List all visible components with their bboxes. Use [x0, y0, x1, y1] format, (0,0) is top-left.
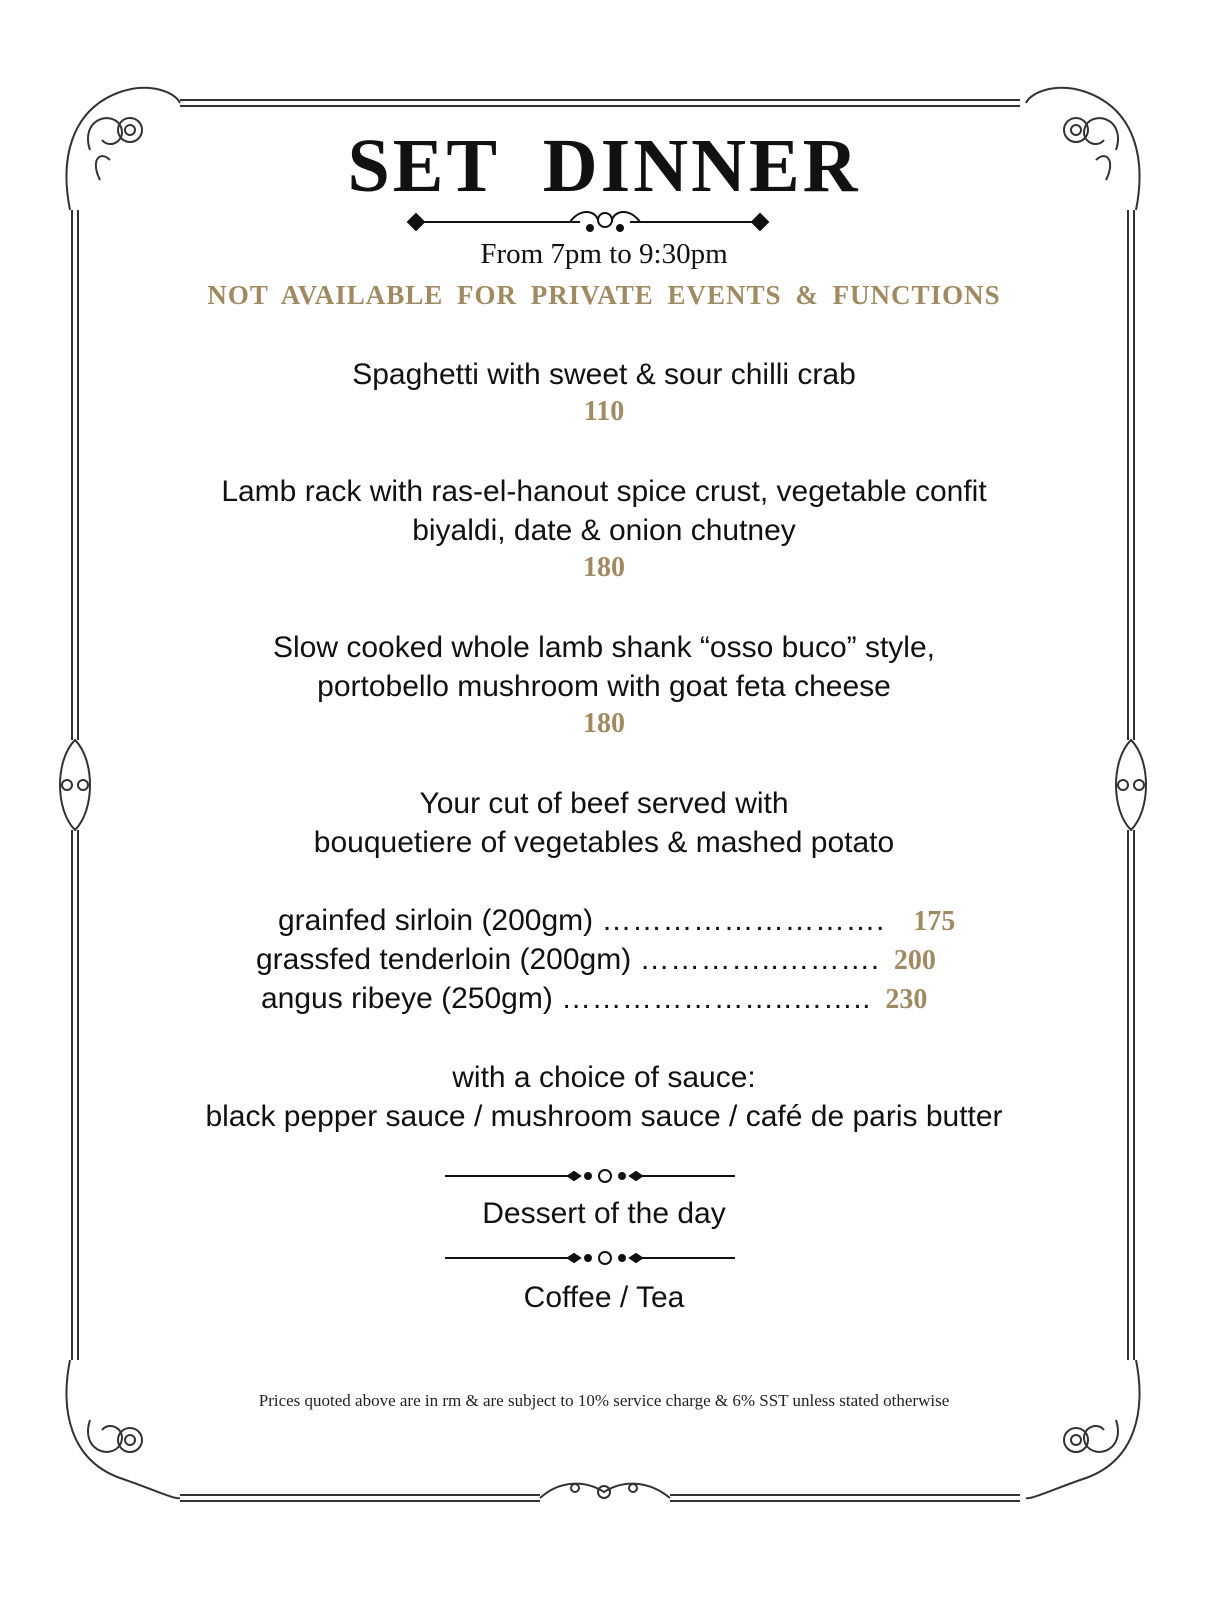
menu-item-lamb-rack	[0, 472, 1208, 584]
leader-dots: …………………..……..	[561, 982, 872, 1015]
cut-name: grassfed tenderloin (200gm)	[256, 943, 632, 976]
service-hours: From 7pm to 9:30pm	[480, 238, 728, 270]
leader-dots: …………..……….	[639, 943, 880, 976]
beef-cut-row	[256, 940, 936, 980]
price-footnote: Prices quoted above are in rm & are subject to 10% service charge & 6% SST unless stated otherwise	[258, 1391, 950, 1410]
dish-description: Spaghetti with sweet & sour chilli crab	[352, 358, 856, 391]
cut-price: 200	[893, 945, 936, 976]
divider-ornament-icon	[445, 1170, 735, 1182]
dish-description: portobello mushroom with goat feta cheese	[317, 670, 891, 703]
drinks-course: Coffee / Tea	[523, 1281, 685, 1314]
dish-description: Slow cooked whole lamb shank “osso buco” style,	[273, 631, 935, 664]
beef-cut-row	[261, 979, 927, 1019]
sauce-heading: with a choice of sauce:	[452, 1061, 756, 1094]
dish-price: 180	[583, 708, 625, 739]
dessert-course: Dessert of the day	[482, 1197, 726, 1230]
sauce-options	[0, 1058, 1208, 1136]
dish-price: 110	[583, 396, 625, 427]
beef-cut-row	[278, 901, 955, 941]
cut-price: 175	[913, 906, 956, 937]
menu-item-beef	[0, 784, 1208, 862]
sauce-list: black pepper sauce / mushroom sauce / café de paris butter	[205, 1100, 1003, 1133]
menu-item-spaghetti	[0, 355, 1208, 428]
dish-description: Your cut of beef served with	[419, 787, 789, 820]
dish-description: Lamb rack with ras-el-hanout spice crust, vegetable confit	[221, 475, 987, 508]
leader-dots: ……………………….	[601, 904, 885, 937]
divider-ornament-icon	[445, 1252, 735, 1264]
menu-item-lamb-shank	[0, 628, 1208, 740]
dish-description: bouquetiere of vegetables & mashed potato	[313, 826, 895, 859]
dish-price: 180	[583, 552, 625, 583]
dish-description: biyaldi, date & onion chutney	[412, 514, 796, 547]
cut-price: 230	[885, 984, 928, 1015]
cut-name: grainfed sirloin (200gm)	[278, 904, 594, 937]
title-flourish-icon	[408, 212, 768, 231]
availability-notice: NOT AVAILABLE FOR PRIVATE EVENTS & FUNCTIONS	[207, 280, 1001, 310]
cut-name: angus ribeye (250gm)	[261, 982, 553, 1015]
page-title: SET DINNER	[347, 124, 861, 208]
